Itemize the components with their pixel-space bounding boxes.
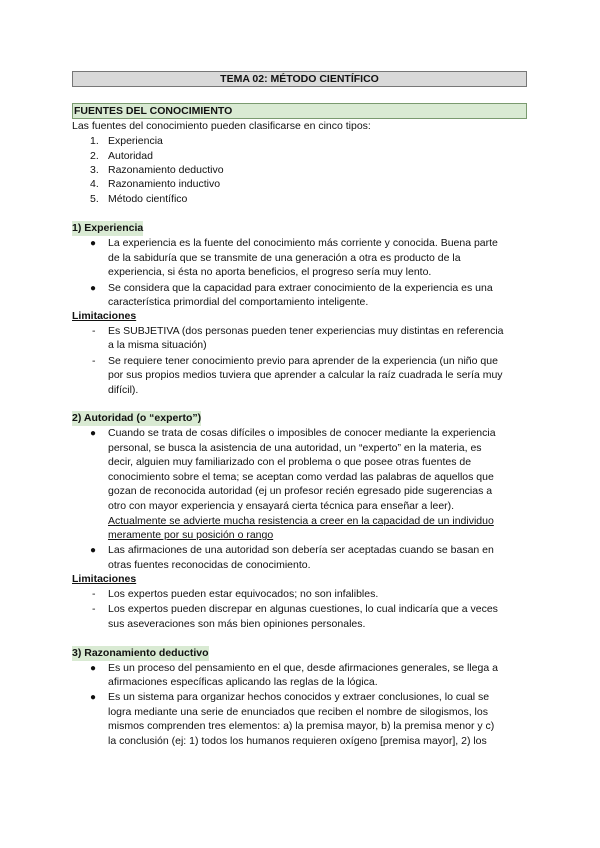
paragraph-line: Es un sistema para organizar hechos conocidos y extraer conclusiones, lo cual se [108, 691, 490, 703]
paragraph-line: otras fuentes reconocidas de conocimiento. [108, 559, 311, 571]
paragraph-line: personal, se busca la asistencia de una autoridad, un “experto” en la materia, es [108, 442, 482, 454]
bullet-icon: ● [90, 663, 97, 674]
paragraph-line: decir, alguien muy familiarizado con el problema o que posee otras fuentes de [108, 456, 472, 468]
paragraph-line: por sus propios medios tuviera que aprender a calcular la raíz cuadrada le sería muy [108, 369, 503, 381]
paragraph-line: otro con mayor experiencia y ensayará cierta técnica para enseñar a leer). [108, 500, 455, 512]
paragraph-line: Las afirmaciones de una autoridad son debería ser aceptadas cuando se basan en [108, 544, 494, 556]
underlined-line: Actualmente se advierte mucha resistencia a creer en la capacidad de un individuo [108, 515, 494, 527]
section-heading-autoridad: 2) Autoridad (o “experto”) [72, 412, 202, 424]
dash-marker: - [92, 355, 96, 367]
list-number: 1. [90, 135, 99, 147]
list-number: 5. [90, 193, 99, 205]
paragraph-line: Se considera que la capacidad para extraer conocimiento de la experiencia es una [108, 282, 493, 294]
paragraph-line: afirmaciones específicas aplicando las reglas de la lógica. [108, 676, 378, 688]
paragraph-line: de la sabiduría que se transmite de una generación a otra es producto de la [108, 252, 461, 264]
paragraph-line: Se requiere tener conocimiento previo para aprender de la experiencia (un niño que [108, 355, 498, 367]
list-item: Razonamiento inductivo [108, 178, 221, 190]
list-item: Método científico [108, 193, 188, 205]
list-number: 4. [90, 178, 99, 190]
paragraph-line: difícil). [108, 384, 139, 396]
list-item: Experiencia [108, 135, 163, 147]
list-item: Razonamiento deductivo [108, 164, 224, 176]
section-heading-fuentes: FUENTES DEL CONOCIMIENTO [72, 103, 527, 119]
paragraph-line: mismos comprenden tres elementos: a) la premisa mayor, b) la premisa menor y c) [108, 720, 495, 732]
paragraph-line: Los expertos pueden discrepar en algunas cuestiones, lo cual indicaría que a veces [108, 603, 498, 615]
paragraph-line: Es un proceso del pensamiento en el que, desde afirmaciones generales, se llega a [108, 662, 498, 674]
paragraph-line: logra mediante una serie de enunciados que reciben el nombre de silogismos, los [108, 706, 488, 718]
limitaciones-heading: Limitaciones [72, 310, 137, 322]
bullet-icon: ● [90, 545, 97, 556]
list-number: 3. [90, 164, 99, 176]
paragraph-line: Cuando se trata de cosas difíciles o imposibles de conocer mediante la experiencia [108, 427, 496, 439]
paragraph-line: Es SUBJETIVA (dos personas pueden tener experiencias muy distintas en referencia [108, 325, 504, 337]
page-title: TEMA 02: MÉTODO CIENTÍFICO [72, 71, 527, 87]
paragraph-line: experiencia, si ésta no aporta beneficios, el progreso sería muy lento. [108, 266, 432, 278]
dash-marker: - [92, 603, 96, 615]
limitaciones-heading: Limitaciones [72, 573, 137, 585]
paragraph-line: sus aseveraciones son más bien opiniones personales. [108, 618, 366, 630]
bullet-icon: ● [90, 428, 97, 439]
paragraph-line: Los expertos pueden estar equivocados; no son infalibles. [108, 588, 379, 600]
list-number: 2. [90, 150, 99, 162]
paragraph-line: a la misma situación) [108, 339, 207, 351]
section-heading-deductivo: 3) Razonamiento deductivo [72, 647, 209, 659]
paragraph-line: característica primordial del comportamiento inteligente. [108, 296, 369, 308]
paragraph-line: gozan de reconocida autoridad (ej un profesor recién egresado pide sugerencias a [108, 485, 493, 497]
section-heading-experiencia: 1) Experiencia [72, 222, 144, 234]
dash-marker: - [92, 325, 96, 337]
fuentes-intro: Las fuentes del conocimiento pueden clasificarse en cinco tipos: [72, 120, 371, 132]
bullet-icon: ● [90, 238, 97, 249]
list-item: Autoridad [108, 150, 153, 162]
paragraph-line: conocimiento sobre el tema; se aceptan como verdad las palabras de aquellos que [108, 471, 494, 483]
bullet-icon: ● [90, 283, 97, 294]
paragraph-line: La experiencia es la fuente del conocimiento más corriente y conocida. Buena parte [108, 237, 498, 249]
paragraph-line: la conclusión (ej: 1) todos los humanos requieren oxígeno [premisa mayor], 2) los [108, 735, 487, 747]
bullet-icon: ● [90, 692, 97, 703]
underlined-line: meramente por su posición o rango [108, 529, 274, 541]
dash-marker: - [92, 588, 96, 600]
